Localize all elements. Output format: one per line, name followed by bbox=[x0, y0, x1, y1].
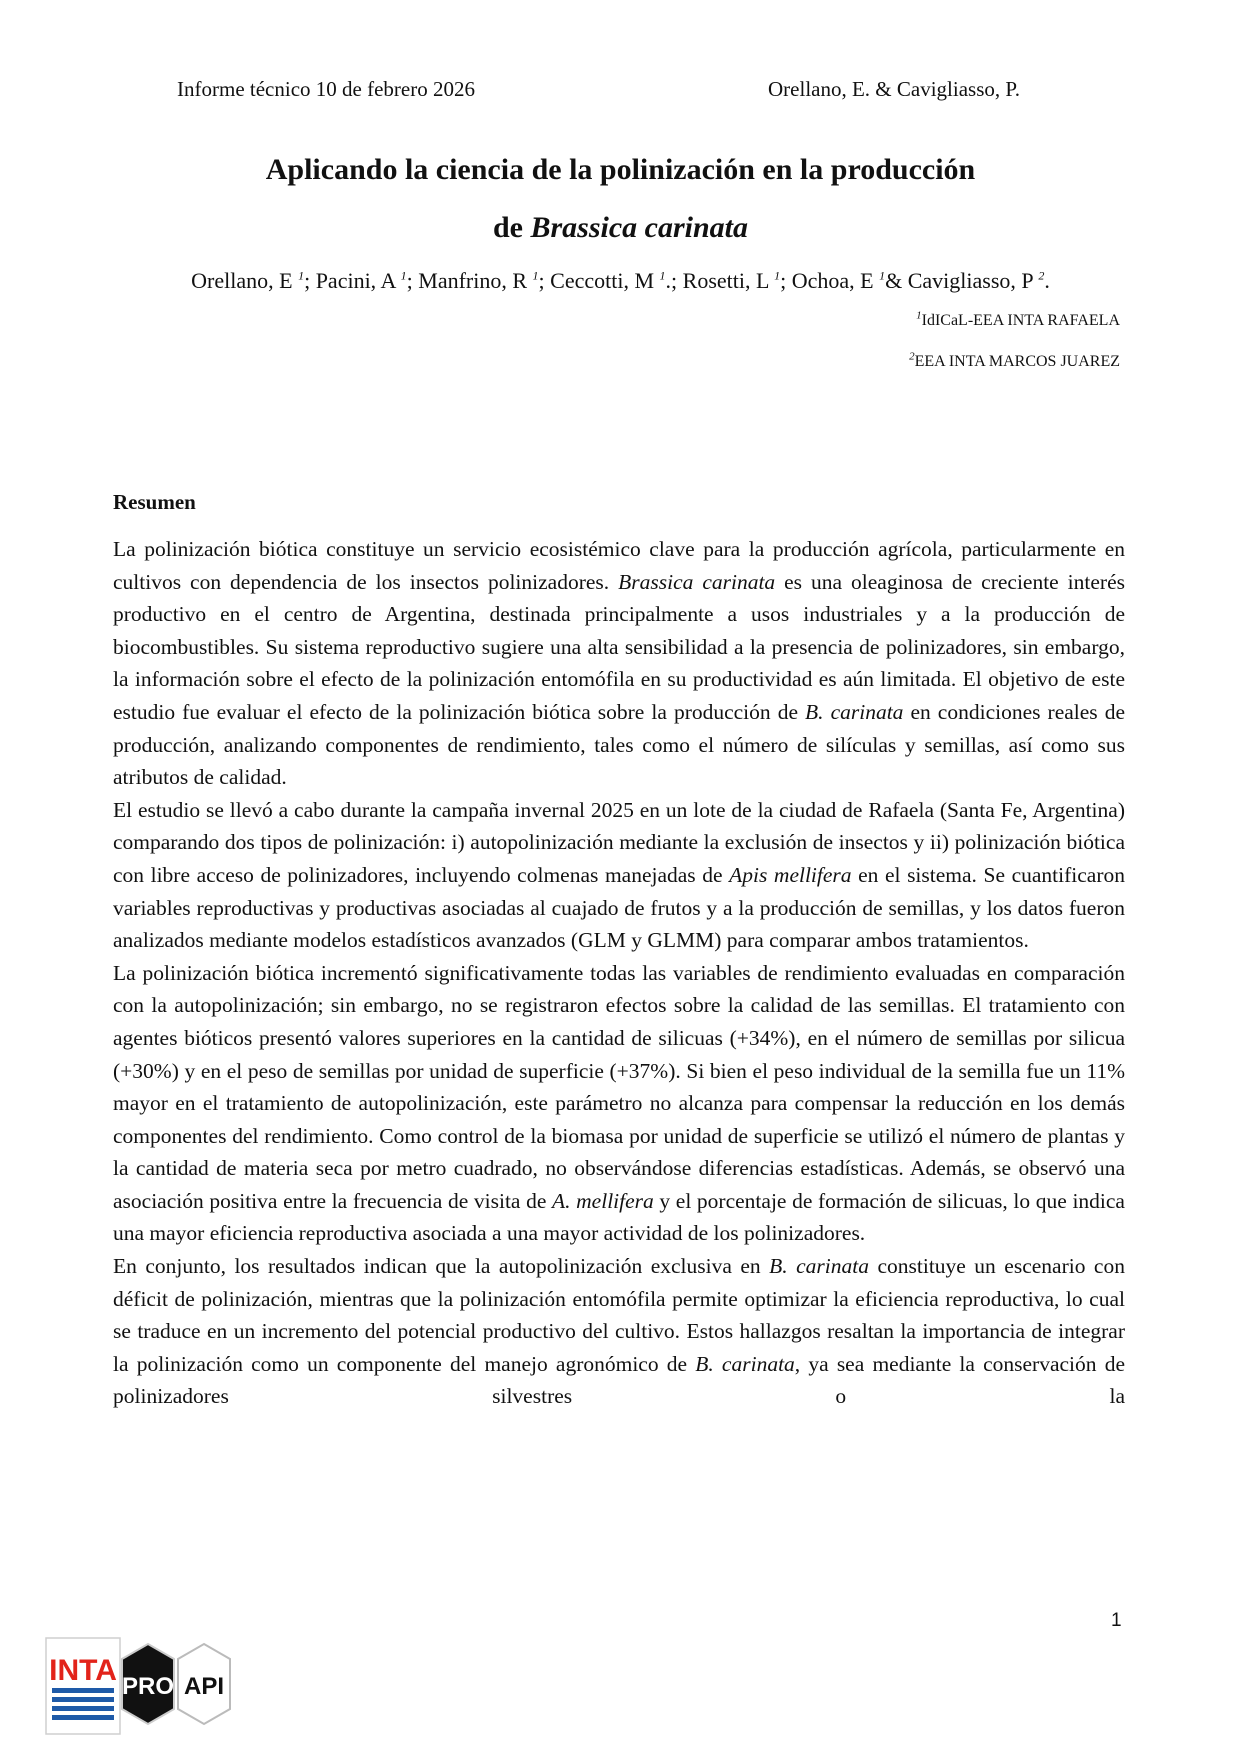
header-authors: Orellano, E. & Cavigliasso, P. bbox=[768, 77, 1020, 101]
inta-logo-text: INTA bbox=[49, 1654, 117, 1687]
affiliation-1 bbox=[916, 309, 1120, 330]
author-list bbox=[0, 268, 1241, 294]
author-name: Manfrino, R bbox=[418, 268, 533, 293]
author-name: Orellano, E bbox=[191, 268, 299, 293]
author-separator: . bbox=[1044, 268, 1050, 293]
footer-logos bbox=[44, 1636, 284, 1736]
text-run: es una oleaginosa de creciente interés productivo en el centro de Argentina, destinada principalmente a usos industriales y a la producción de biocombustibles. Su sistema reproductivo sugiere una alta sensibilidad a la presencia de polinizadores, sin embargo, la información sobre el efecto de la polinización entomófila en su productividad es aún limitada. El objetivo de este estudio fue evaluar el efecto de la polinización biótica sobre la producción de bbox=[113, 569, 1125, 724]
text-run: El estudio se llevó a cabo durante la campaña invernal 2025 en un lote de la ciudad de Rafaela (Santa Fe, Argentina) comparando dos tipos de polinización: i) autopolinización mediante la exclusión de insectos y ii) polinización biótica con libre acceso de polinizadores, incluyendo colmenas manejadas de bbox=[113, 797, 1125, 887]
author-affiliation-marker: 1 bbox=[532, 268, 539, 283]
title-prefix: de bbox=[492, 211, 531, 244]
abstract-paragraph bbox=[113, 1250, 1125, 1413]
author-name: Ochoa, E bbox=[791, 268, 880, 293]
affiliation-1-marker: 1 bbox=[916, 309, 922, 322]
author-name: Rosetti, L bbox=[682, 268, 775, 293]
affiliation-2 bbox=[909, 350, 1120, 371]
text-run: en el sistema. Se cuantificaron variables reproductivas y productivas asociadas al cuajado de frutos y a la producción de semillas, y los datos fueron analizados mediante modelos estadísticos avanzados (GLM y GLMM) para comparar ambos tratamientos. bbox=[113, 862, 1125, 953]
author-affiliation-marker: 1 bbox=[659, 268, 666, 283]
species-name: Brassica carinata bbox=[618, 569, 776, 594]
author-affiliation-marker: 1 bbox=[879, 268, 886, 283]
author-affiliation-marker: 1 bbox=[298, 268, 305, 283]
text-run: En conjunto, los resultados indican que la autopolinización exclusiva en bbox=[113, 1254, 770, 1279]
text-run: constituye un escenario con déficit de polinización, mientras que la polinización entomófila permite optimizar la eficiencia reproductiva, lo cual se traduce en un incremento del potencial productivo del cultivo. Estos hallazgos resaltan la importancia de integrar la polinización como un componente del manejo agronómico de bbox=[113, 1254, 1125, 1376]
species-name: B. carinata bbox=[695, 1351, 795, 1376]
text-run: y el porcentaje de formación de silicuas, lo que indica una mayor eficiencia reproductiva asociada a una mayor actividad de los polinizadores. bbox=[113, 1188, 1125, 1246]
author-name: Pacini, A bbox=[315, 268, 401, 293]
author-separator: .; bbox=[665, 268, 683, 293]
section-heading-resumen: Resumen bbox=[113, 490, 196, 514]
affiliation-1-text: IdICaL-EEA INTA RAFAELA bbox=[921, 312, 1120, 329]
proapi-logo bbox=[122, 1644, 230, 1724]
species-name: B. carinata bbox=[805, 699, 904, 724]
author-name: Ceccotti, M bbox=[550, 268, 660, 293]
text-run: La polinización biótica incrementó significativamente todas las variables de rendimiento evaluadas en comparación con la autopolinización; sin embargo, no se registraron efectos sobre la calidad de las semillas. El tratamiento con agentes bióticos presentó valores superiores en la cantidad de silicuas (+34%), en el número de semillas por silicua (+30%) y en el peso de semillas por unidad de superficie (+37%). Si bien el peso individual de la semilla fue un 11% mayor en el tratamiento de autopolinización, este parámetro no alcanza para compensar la reducción en los demás componentes del rendimiento. Como control de la biomasa por unidad de superficie se utilizó el número de plantas y la cantidad de materia seca por metro cuadrado, no observándose diferencias estadísticas. Además, se observó una asociación positiva entre la frecuencia de visita de bbox=[113, 960, 1125, 1213]
pro-logo-text: PRO bbox=[121, 1673, 175, 1700]
author-name: Cavigliasso, P bbox=[907, 268, 1039, 293]
document-title-line2 bbox=[0, 211, 1241, 245]
abstract-paragraph bbox=[113, 957, 1125, 1250]
author-separator: & bbox=[885, 268, 908, 293]
inta-logo bbox=[46, 1638, 120, 1734]
author-affiliation-marker: 1 bbox=[774, 268, 781, 283]
page-number: 1 bbox=[1111, 1610, 1122, 1631]
species-name: B. carinata bbox=[769, 1254, 869, 1279]
document-title-line1: Aplicando la ciencia de la polinización en la producción bbox=[265, 153, 976, 186]
api-logo-text: API bbox=[183, 1673, 225, 1700]
text-run: , ya sea mediante la conservación de polinizadores silvestres o la bbox=[113, 1351, 1125, 1409]
author-separator: ; bbox=[406, 268, 419, 293]
species-name: A. mellifera bbox=[552, 1188, 654, 1213]
header-report-date: Informe técnico 10 de febrero 2026 bbox=[177, 77, 475, 101]
affiliation-2-marker: 2 bbox=[909, 350, 915, 363]
author-separator: ; bbox=[780, 268, 792, 293]
affiliation-2-text: EEA INTA MARCOS JUAREZ bbox=[914, 353, 1120, 370]
abstract-body bbox=[113, 533, 1125, 1413]
text-run: La polinización biótica constituye un servicio ecosistémico clave para la producción agrícola, particularmente en cultivos con dependencia de los insectos polinizadores. bbox=[113, 537, 1125, 594]
species-name: Apis mellifera bbox=[729, 862, 852, 887]
author-affiliation-marker: 1 bbox=[400, 268, 407, 283]
author-separator: ; bbox=[304, 268, 316, 293]
author-separator: ; bbox=[538, 268, 551, 293]
text-run: en condiciones reales de producción, analizando componentes de rendimiento, tales como el número de silículas y semillas, así como sus atributos de calidad. bbox=[113, 699, 1125, 790]
author-affiliation-marker: 2 bbox=[1038, 268, 1045, 283]
abstract-paragraph bbox=[113, 533, 1125, 794]
title-species: Brassica carinata bbox=[530, 211, 749, 244]
abstract-paragraph bbox=[113, 794, 1125, 957]
